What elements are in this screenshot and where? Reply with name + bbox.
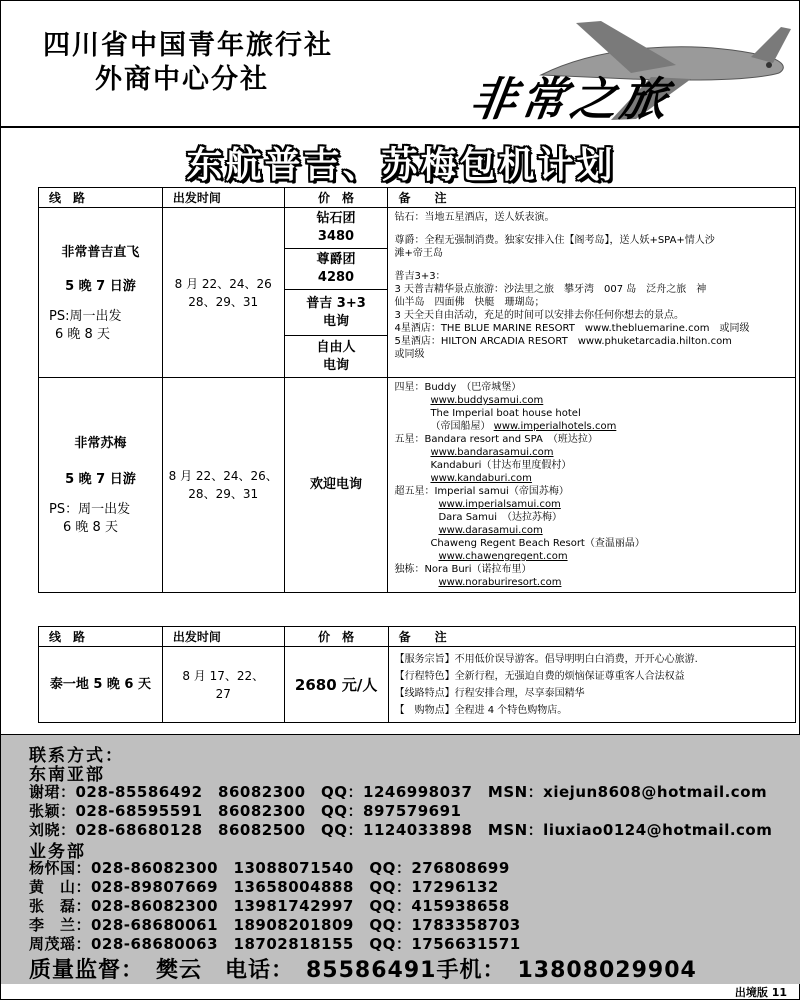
header-notes: 备 注 (388, 627, 795, 647)
note-line: 【线路特点】行程安排合理，尽享泰国精华 (394, 688, 585, 699)
dates-line1: 8 月 22、24、26 (174, 276, 272, 291)
note-line: （帝国船屋） (430, 421, 491, 432)
price-value: 3480 (317, 229, 355, 244)
price-3plus3 (284, 290, 388, 336)
price-label: 自由人 (316, 339, 356, 355)
dates-line2: 28、29、31 (188, 487, 259, 501)
price-value: 电询 (323, 357, 350, 373)
route-ps-line1: PS:周一出发 (49, 308, 122, 324)
agency-name (43, 29, 333, 97)
route-cell: 泰一地 5 晚 6 天 (39, 647, 163, 723)
hotel-link[interactable]: www.chawengregent.com (438, 551, 568, 562)
price-value: 电询 (323, 313, 350, 329)
dept-southeast-asia: 东南亚部 (29, 765, 105, 785)
route-days: 5 晚 7 日游 (65, 472, 136, 487)
logo-text: 非常之旅 (466, 72, 675, 126)
price-cell: 欢迎电询 (284, 378, 388, 593)
thailand-table (38, 626, 796, 723)
contact-line: 李 兰：028-68680061 18908201809 QQ：1783358703 (29, 916, 521, 934)
price-free (284, 336, 388, 378)
header-route: 线 路 (39, 188, 163, 208)
dates-line2: 27 (215, 686, 231, 701)
contact-line: 杨怀国：028-86082300 13088071540 QQ：276808699 (29, 859, 510, 877)
contact-line: 张颖：028-68595591 86082300 QQ：897579691 (29, 802, 462, 820)
note-line: 5星酒店：HILTON ARCADIA RESORT www.phuketarcadia.hilton.com (394, 336, 732, 347)
contact-line: 谢珺：028-85586492 86082300 QQ：1246998037 MSN：xiejun8608@hotmail.com (29, 783, 768, 801)
hotel-link[interactable]: www.noraburiresort.com (438, 577, 562, 588)
dates-cell (162, 208, 284, 378)
note-line: 五星：Bandara resort and SPA （班达拉） (394, 434, 598, 445)
note-line: The Imperial boat house hotel (430, 408, 581, 419)
note-spacer (394, 224, 789, 234)
price-label: 钻石团 (316, 211, 356, 226)
route-ps-line1: PS：周一出发 (49, 502, 131, 517)
hotel-link[interactable]: www.darasamui.com (438, 525, 543, 536)
agency-line1: 四川省中国青年旅行社 (43, 30, 333, 61)
dates-line2: 28、29、31 (188, 294, 259, 309)
price-diamond (284, 208, 388, 249)
page-title: 东航普吉、苏梅包机计划 (186, 144, 616, 186)
table-header-row (39, 627, 796, 647)
route-cell (39, 378, 163, 593)
hotel-link[interactable]: www.bandarasamui.com (430, 447, 554, 458)
route-cell (39, 208, 163, 378)
note-line: 超五星：Imperial samui（帝国苏梅） (394, 486, 569, 497)
contact-line: 周茂瑶：028-68680063 18702818155 QQ：1756631571 (29, 935, 521, 953)
table-row (39, 208, 796, 249)
agency-line2: 外商中心分社 (95, 64, 269, 95)
header-price: 价 格 (284, 627, 388, 647)
note-line: 【行程特色】全新行程，无强迫自费的烦恼保证尊重客人合法权益 (394, 671, 685, 682)
note-line: Dara Samui （达拉苏梅） (438, 512, 563, 523)
hotel-link[interactable]: www.imperialsamui.com (438, 499, 561, 510)
dates-cell (162, 378, 284, 593)
route-ps-line2: 6 晚 8 天 (63, 520, 118, 535)
route-ps-line2: 6 晚 8 天 (55, 326, 110, 342)
dept-business: 业务部 (29, 842, 86, 862)
contact-line: 张 磊：028-86082300 13981742997 QQ：415938658 (29, 897, 510, 915)
route-days: 5 晚 7 日游 (65, 278, 136, 294)
note-line: 或同级 (394, 349, 425, 360)
price-premium (284, 249, 388, 290)
page-footer: 出境版 11 (734, 986, 787, 999)
route-name: 非常普吉直飞 (61, 244, 140, 260)
header-notes: 备 注 (388, 188, 796, 208)
hotel-link[interactable]: www.imperialhotels.com (493, 421, 617, 432)
note-line: 普吉3+3： (394, 271, 446, 282)
dates-line1: 8 月 22、24、26、 (168, 469, 278, 483)
route-name: 非常苏梅 (74, 436, 127, 451)
header-route: 线 路 (39, 627, 163, 647)
header-dates: 出发时间 (162, 188, 284, 208)
contact-line: 黄 山：028-89807669 13658004888 QQ：17296132 (29, 878, 499, 896)
note-line: 四星：Buddy （巴帝城堡） (394, 382, 522, 393)
note-line: 4星酒店：THE BLUE MARINE RESORT www.thebluemarine.com 或同级 (394, 323, 750, 334)
hotel-link[interactable]: www.kandaburi.com (430, 473, 532, 484)
note-line: 钻石：当地五星酒店，送人妖表演。 (394, 212, 555, 223)
note-line: 仙半岛 四面佛 快艇 珊瑚岛； (394, 297, 545, 308)
charter-table (38, 187, 796, 593)
note-line: 【服务宗旨】不用低价误导游客。倡导明明白白消费，开开心心旅游. (394, 654, 698, 665)
dates-line1: 8 月 17、22、 (182, 668, 265, 683)
note-line: 3 天全天自由活动，充足的时间可以安排去你任何你想去的景点。 (394, 310, 684, 321)
table-header-row (39, 188, 796, 208)
note-line: 【 购物点】全程进 4 个特色购物店。 (394, 705, 568, 716)
contact-section (1, 734, 800, 984)
note-line: 3 天普吉精华景点旅游：沙法里之旅 攀牙湾 007 岛 泛舟之旅 神 (394, 284, 707, 295)
route-ps (43, 308, 158, 344)
quality-supervision: 质量监督： 樊云 电话： 85586491手机： 13808029904 (29, 958, 697, 983)
route-ps (43, 501, 158, 537)
note-line: Kandaburi（甘达布里度假村） (430, 460, 572, 471)
price-label: 尊爵团 (316, 252, 356, 267)
price-cell: 2680 元/人 (284, 647, 388, 723)
notes-cell (388, 378, 796, 593)
header-price: 价 格 (284, 188, 388, 208)
notes-cell (388, 208, 796, 378)
note-line: Chaweng Regent Beach Resort（查温丽晶） (430, 538, 645, 549)
note-spacer (394, 260, 789, 270)
note-line: 滩+帝王岛 (394, 248, 443, 259)
note-line: 独栋：Nora Buri（诺拉布里） (394, 564, 532, 575)
price-label: 普吉 3+3 (306, 295, 366, 311)
price-value: 4280 (317, 270, 355, 285)
table-row (39, 378, 796, 593)
notes-cell (388, 647, 795, 723)
hotel-link[interactable]: www.buddysamui.com (430, 395, 544, 406)
dates-cell (162, 647, 284, 723)
contact-line: 刘晓：028-68680128 86082500 QQ：1124033898 MSN：liuxiao0124@hotmail.com (29, 821, 773, 839)
header-divider (1, 126, 800, 128)
contact-heading: 联系方式： (29, 746, 124, 766)
header-dates: 出发时间 (162, 627, 284, 647)
table-row (39, 647, 796, 723)
note-line: 尊爵：全程无强制消费。独家安排入住【阁考岛】，送人妖+SPA+情人沙 (394, 235, 715, 246)
